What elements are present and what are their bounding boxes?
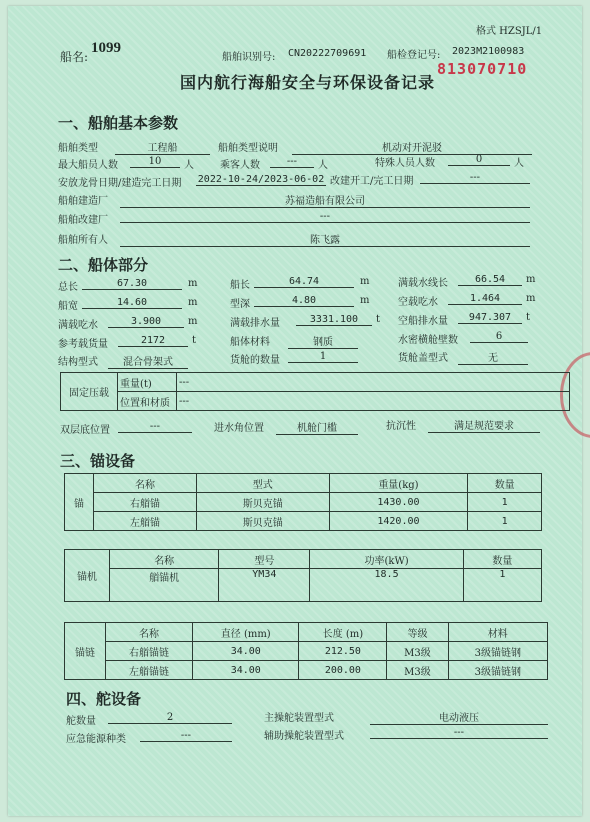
anchor-table [64,473,542,531]
full-draft-label: 满载吃水 [58,320,98,331]
bulkheads-value: 6 [470,331,528,343]
ballast-label: 固定压载 [61,373,118,411]
deadweight-label: 参考载货量 [58,339,108,350]
anchor-name: 右艏锚 [94,493,197,512]
structure-label: 结构型式 [58,357,98,368]
breadth-label: 船宽 [58,301,78,312]
ship-id-value: CN20222709691 [288,48,367,59]
full-displacement-unit: t [376,314,381,325]
anchor-header-weight: 重量(kg) [329,474,468,493]
anchor-weight: 1430.00 [329,493,468,512]
page-title: 国内航行海船安全与环保设备记录 [180,73,436,92]
anchor-header-name: 名称 [94,474,197,493]
anchor-header-qty: 数量 [468,474,542,493]
hatch-value: 无 [458,349,528,365]
keel-date-value: 2022-10-24/2023-06-02 [197,174,325,185]
lwl-label: 满载水线长 [398,278,448,289]
flooding-angle-label: 进水角位置 [214,423,264,434]
special-label: 特殊人员人数 [375,158,435,169]
loa-value: 67.30 [82,278,182,290]
chain-name: 左艏锚链 [106,661,193,680]
deadweight-value: 2172 [118,335,188,347]
passenger-label: 乘客人数 [220,160,260,171]
table-row [65,493,542,512]
chain-header-diameter: 直径 (mm) [193,623,299,642]
windlass-header-qty: 数量 [463,550,541,569]
crew-label: 最大船员人数 [58,160,118,171]
full-displacement-value: 3331.100 [296,314,372,326]
light-draft-label: 空载吃水 [398,297,438,308]
lbp-label: 船长 [230,280,250,291]
format-code: 格式 HZSJL/1 [476,26,543,37]
aux-steering-label: 辅助操舵装置型式 [264,731,344,742]
lbp-unit: m [360,276,370,287]
reg-label: 船检登记号: [387,50,441,61]
passenger-value: --- [270,156,314,168]
windlass-header-power: 功率(kW) [310,550,464,569]
crew-value: 10 [130,156,180,168]
ballast-position-value: --- [177,392,570,411]
chain-diameter: 34.00 [193,642,299,661]
anchor-qty: 1 [468,493,542,512]
anchor-side-label: 锚 [65,474,94,531]
windlass-table [64,549,542,602]
ship-type-label: 船舶类型 [58,143,98,154]
table-row [65,569,542,602]
windlass-header-name: 名称 [110,550,219,569]
table-row [65,642,548,661]
bulkheads-label: 水密横舱壁数 [398,335,458,346]
deadweight-unit: t [192,335,197,346]
windlass-model: YM34 [219,569,310,602]
full-draft-value: 3.900 [108,316,184,328]
ballast-table [60,372,570,411]
chain-length: 200.00 [299,661,387,680]
serial-number-red: 813070710 [437,60,528,78]
keel-date-label: 安放龙骨日期/建造完工日期 [58,178,182,189]
chain-header-grade: 等级 [387,623,448,642]
breadth-unit: m [188,297,198,308]
lwl-unit: m [526,274,536,285]
lbp-value: 64.74 [254,276,354,288]
unsinkability-value: 满足规范要求 [428,417,540,433]
chain-header-length: 长度 (m) [299,623,387,642]
anchor-weight: 1420.00 [329,512,468,531]
windlass-name: 艏锚机 [110,569,219,602]
full-draft-unit: m [188,316,198,327]
depth-label: 型深 [230,299,250,310]
breadth-value: 14.60 [82,297,182,309]
depth-value: 4.80 [254,295,354,307]
emergency-power-value: --- [140,730,232,742]
chain-material: 3级锚链钢 [448,661,547,680]
section-1-heading: 一、船舶基本参数 [58,114,179,132]
ship-type-value: 工程船 [115,139,210,155]
section-2-heading: 二、船体部分 [58,256,149,274]
builder-label: 船舶建造厂 [58,196,108,207]
table-row [65,661,548,680]
aux-steering-value: --- [370,727,548,739]
ballast-weight-label: 重量(t) [118,373,177,392]
chain-header-material: 材料 [448,623,547,642]
windlass-power: 18.5 [310,569,464,602]
flooding-angle-value: 机舱门槛 [276,419,358,435]
hull-material-label: 船体材料 [230,337,270,348]
main-steering-value: 电动液压 [370,709,548,725]
windlass-qty: 1 [463,569,541,602]
special-value: 0 [448,154,510,166]
emergency-power-label: 应急能源种类 [66,734,126,745]
anchor-qty: 1 [468,512,542,531]
hull-material-value: 钢质 [288,333,358,349]
light-displacement-value: 947.307 [458,312,522,324]
light-draft-unit: m [526,293,536,304]
chain-table [64,622,548,680]
anchor-type: 斯贝克锚 [197,512,329,531]
light-displacement-unit: t [526,312,531,323]
table-row [65,512,542,531]
section-3-heading: 三、锚设备 [60,452,136,470]
chain-diameter: 34.00 [193,661,299,680]
windlass-header-model: 型号 [219,550,310,569]
crew-unit: 人 [184,160,194,171]
ballast-position-label: 位置和材质 [118,392,177,411]
reg-value: 2023M2100983 [452,46,525,57]
light-draft-value: 1.464 [448,293,522,305]
chain-grade: M3级 [387,642,448,661]
double-bottom-value: --- [118,421,192,433]
chain-header-name: 名称 [106,623,193,642]
structure-value: 混合骨架式 [108,353,188,369]
unsinkability-label: 抗沉性 [386,421,416,432]
chain-material: 3级锚链钢 [448,642,547,661]
rudder-count-label: 舵数量 [66,716,96,727]
chain-name: 右艏锚链 [106,642,193,661]
hatch-label: 货舱盖型式 [398,353,448,364]
ballast-weight-value: --- [177,373,570,392]
section-4-heading: 四、舵设备 [66,690,142,708]
chain-grade: M3级 [387,661,448,680]
ship-type-desc-label: 船舶类型说明 [218,143,278,154]
anchor-header-type: 型式 [197,474,329,493]
lwl-value: 66.54 [458,274,522,286]
ship-id-label: 船舶识别号: [222,52,276,63]
holds-value: 1 [288,351,358,363]
anchor-name: 左艏锚 [94,512,197,531]
loa-unit: m [188,278,198,289]
ship-no-label: 船名: [60,50,89,64]
rudder-count-value: 2 [108,712,232,724]
mod-date-value: --- [420,172,530,184]
loa-label: 总长 [58,282,78,293]
owner-value: 陈飞露 [120,231,530,247]
full-displacement-label: 满载排水量 [230,318,280,329]
holds-label: 货舱的数量 [230,355,280,366]
anchor-type: 斯贝克锚 [197,493,329,512]
special-unit: 人 [514,158,524,169]
builder-value: 苏福造船有限公司 [120,192,530,208]
depth-unit: m [360,295,370,306]
passenger-unit: 人 [318,160,328,171]
ship-no: 1099 [91,40,121,56]
main-steering-label: 主操舵装置型式 [264,713,334,724]
modifier-value: --- [120,211,530,223]
double-bottom-label: 双层底位置 [60,425,110,436]
modifier-label: 船舶改建厂 [58,215,108,226]
chain-side-label: 锚链 [65,623,106,680]
owner-label: 船舶所有人 [58,235,108,246]
ship-type-desc-value: 机动对开泥驳 [292,139,532,155]
windlass-side-label: 锚机 [65,550,110,602]
light-displacement-label: 空船排水量 [398,316,448,327]
chain-length: 212.50 [299,642,387,661]
mod-date-label: 改建开工/完工日期 [330,176,414,187]
